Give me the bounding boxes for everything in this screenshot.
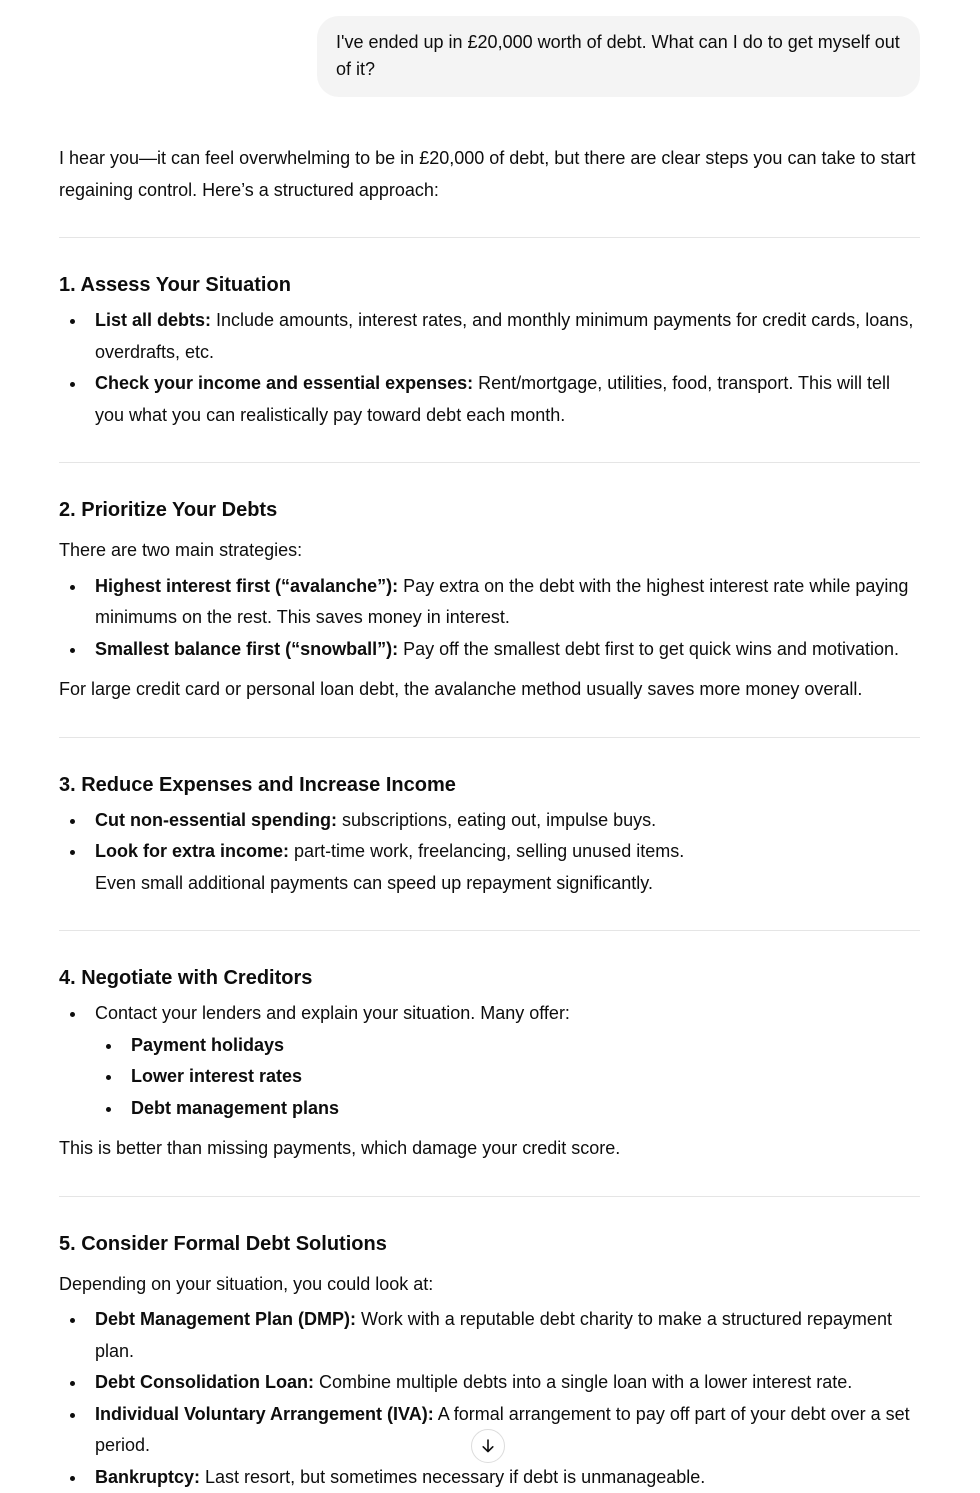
list-item-label: Individual Voluntary Arrangement (IVA): bbox=[95, 1404, 434, 1424]
section-heading-prioritize: 2. Prioritize Your Debts bbox=[59, 495, 920, 526]
list-item-text: Combine multiple debts into a single loan with a lower interest rate. bbox=[314, 1372, 852, 1392]
list-item-text: subscriptions, eating out, impulse buys. bbox=[337, 810, 656, 830]
list-item-label: Highest interest first (“avalanche”): bbox=[95, 576, 398, 596]
list-item-label: Look for extra income: bbox=[95, 841, 289, 861]
section-heading-assess: 1. Assess Your Situation bbox=[59, 270, 920, 301]
bullet-list bbox=[59, 805, 920, 900]
list-item-label: List all debts: bbox=[95, 310, 211, 330]
section-note: This is better than missing payments, which damage your credit score. bbox=[59, 1133, 920, 1165]
list-item-label: Debt Consolidation Loan: bbox=[95, 1372, 314, 1392]
section-note: For large credit card or personal loan debt, the avalanche method usually saves more money overall. bbox=[59, 674, 920, 706]
list-item-text: Contact your lenders and explain your situation. Many offer: bbox=[95, 1003, 570, 1023]
list-item-text: Rent/mortgage, utilities, food, transport. This will tell you what you can realistically pay toward debt each month. bbox=[95, 373, 890, 425]
list-item bbox=[95, 368, 920, 431]
list-item-text: Work with a reputable debt charity to make a structured repayment plan. bbox=[95, 1309, 892, 1361]
section-divider bbox=[59, 1196, 920, 1197]
section-divider bbox=[59, 462, 920, 463]
list-item bbox=[95, 805, 920, 837]
user-message-bubble bbox=[317, 16, 920, 97]
list-item bbox=[95, 836, 920, 899]
bullet-list bbox=[59, 998, 920, 1124]
list-item bbox=[95, 1367, 920, 1399]
nested-list-item-label: Lower interest rates bbox=[131, 1066, 302, 1086]
nested-list-item bbox=[131, 1061, 920, 1093]
list-item-label: Cut non-essential spending: bbox=[95, 810, 337, 830]
list-item-text: A formal arrangement to pay off part of your debt over a set period. bbox=[95, 1404, 910, 1456]
list-item bbox=[95, 305, 920, 368]
list-item-text: Pay off the smallest debt first to get quick wins and motivation. bbox=[398, 639, 899, 659]
list-item-label: Bankruptcy: bbox=[95, 1467, 200, 1487]
nested-list-item-label: Debt management plans bbox=[131, 1098, 339, 1118]
list-item bbox=[95, 571, 920, 634]
arrow-down-icon bbox=[480, 1438, 496, 1454]
bullet-list bbox=[59, 1304, 920, 1493]
list-item-text: Include amounts, interest rates, and monthly minimum payments for credit cards, loans, overdrafts, etc. bbox=[95, 310, 913, 362]
nested-list-item bbox=[131, 1093, 920, 1125]
nested-list-item-label: Payment holidays bbox=[131, 1035, 284, 1055]
list-item-label: Debt Management Plan (DMP): bbox=[95, 1309, 356, 1329]
bullet-list bbox=[59, 305, 920, 431]
list-item-label: Check your income and essential expenses: bbox=[95, 373, 473, 393]
list-item-continuation: Even small additional payments can speed up repayment significantly. bbox=[95, 873, 653, 893]
section-intro: There are two main strategies: bbox=[59, 535, 920, 567]
list-item bbox=[95, 998, 920, 1124]
section-intro: Depending on your situation, you could look at: bbox=[59, 1269, 920, 1301]
response-intro: I hear you—it can feel overwhelming to be in £20,000 of debt, but there are clear steps you can take to start regaining control. Here’s a structured approach: bbox=[59, 143, 920, 206]
section-divider bbox=[59, 930, 920, 931]
section-heading-formal-solutions: 5. Consider Formal Debt Solutions bbox=[59, 1229, 920, 1260]
user-message-text: I've ended up in £20,000 worth of debt. What can I do to get myself out of it? bbox=[336, 32, 900, 79]
list-item bbox=[95, 1462, 920, 1493]
section-divider bbox=[59, 737, 920, 738]
nested-list-item bbox=[131, 1030, 920, 1062]
list-item-text: Last resort, but sometimes necessary if debt is unmanageable. bbox=[200, 1467, 705, 1487]
section-heading-reduce: 3. Reduce Expenses and Increase Income bbox=[59, 770, 920, 801]
section-divider bbox=[59, 237, 920, 238]
list-item-label: Smallest balance first (“snowball”): bbox=[95, 639, 398, 659]
section-heading-negotiate: 4. Negotiate with Creditors bbox=[59, 963, 920, 994]
bullet-list bbox=[59, 571, 920, 666]
list-item bbox=[95, 1304, 920, 1367]
nested-bullet-list bbox=[95, 1030, 920, 1125]
assistant-response bbox=[59, 143, 920, 1493]
list-item-text: part-time work, freelancing, selling unused items. bbox=[289, 841, 684, 861]
list-item-text: Pay extra on the debt with the highest interest rate while paying minimums on the rest. This saves money in interest. bbox=[95, 576, 908, 628]
list-item bbox=[95, 1399, 920, 1462]
list-item bbox=[95, 634, 920, 666]
scroll-to-bottom-button[interactable] bbox=[471, 1429, 505, 1463]
